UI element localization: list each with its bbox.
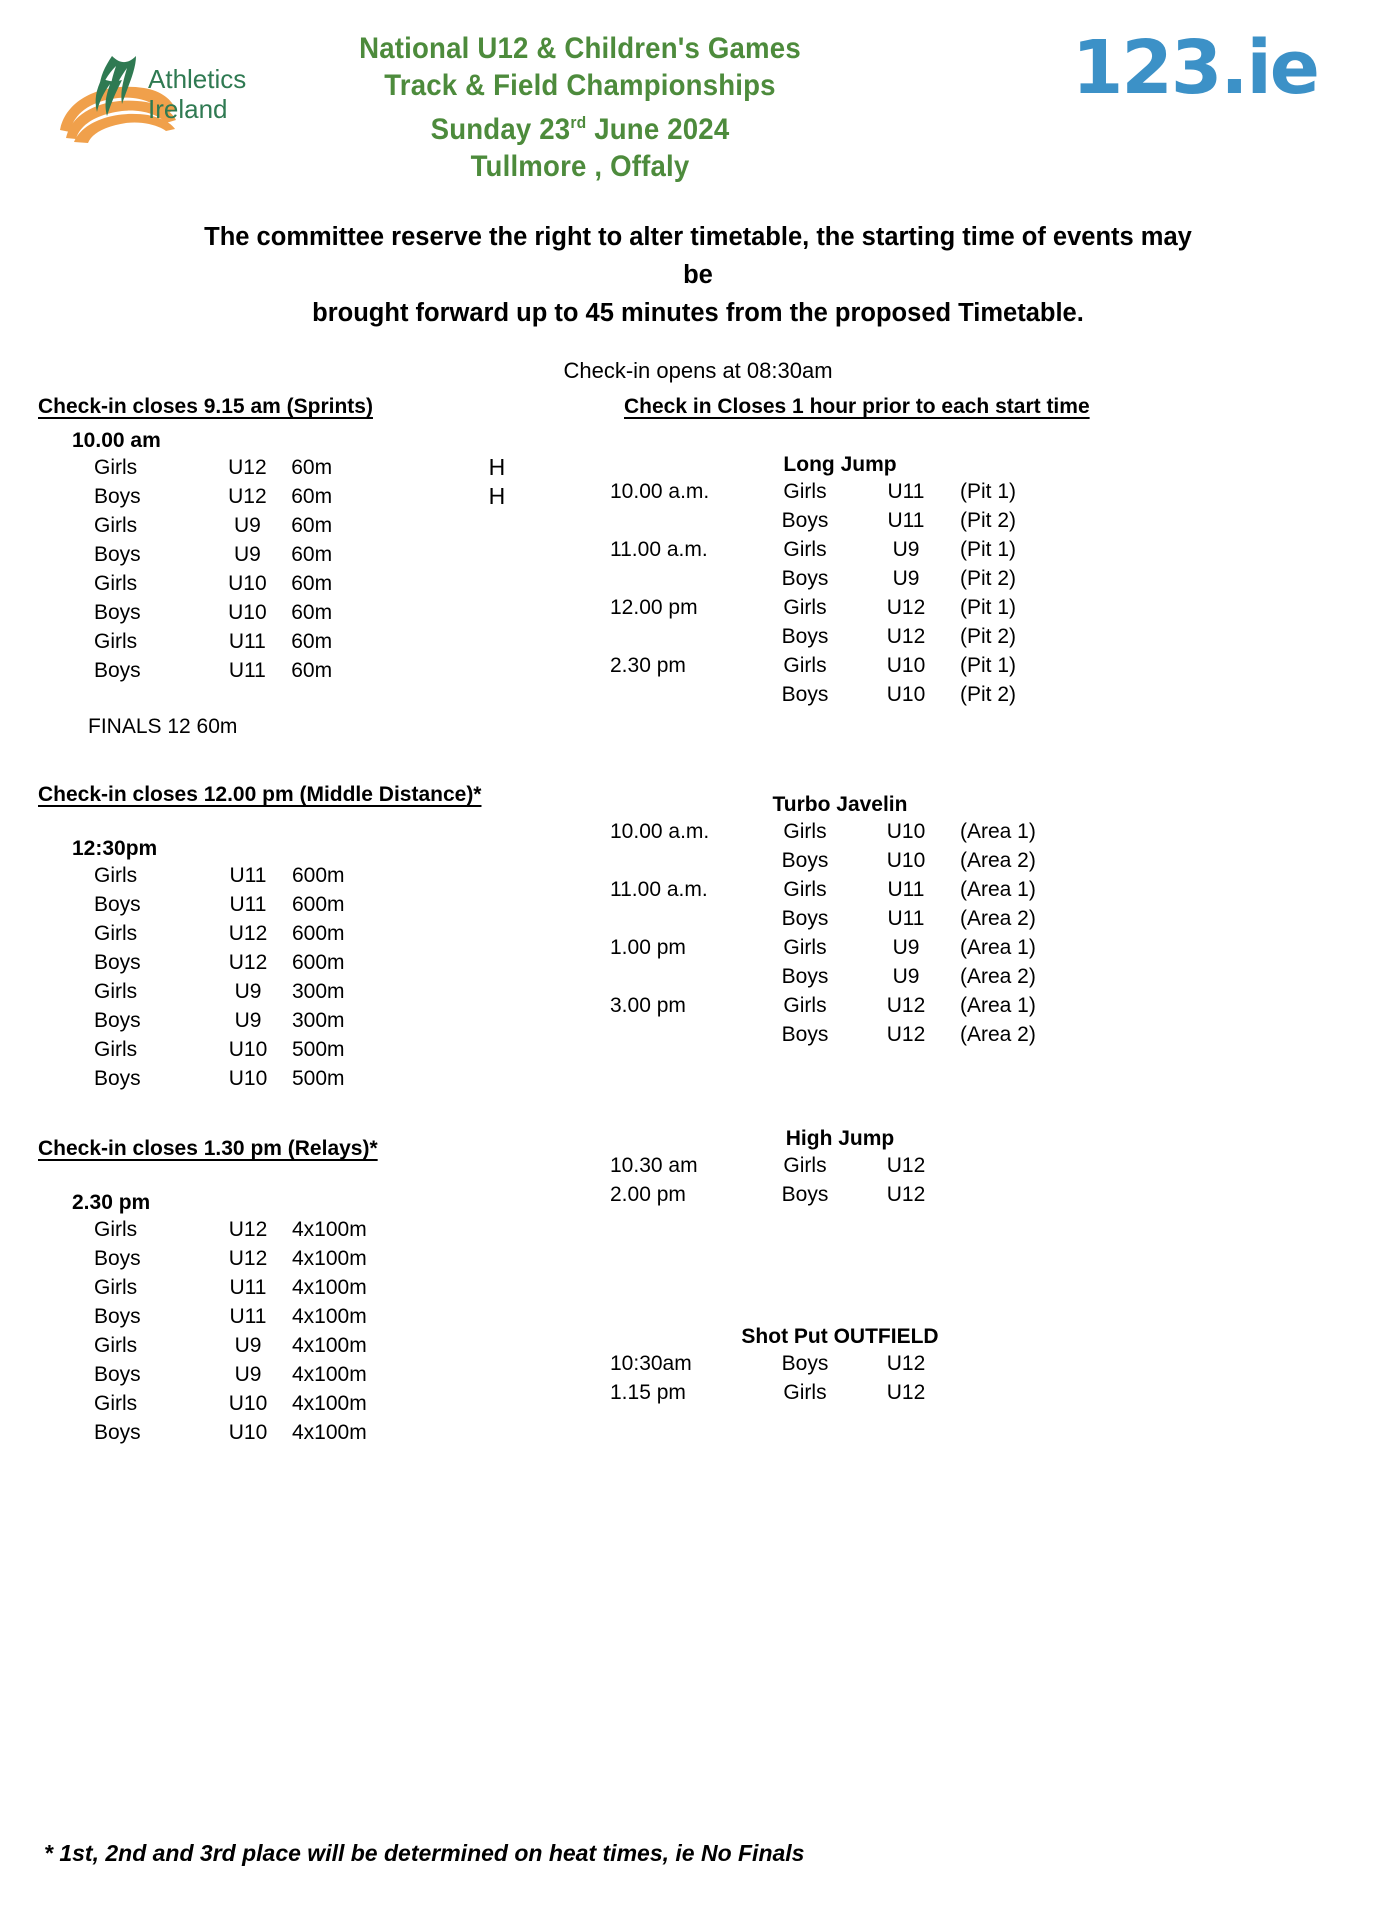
cell-location: (Area 1) bbox=[960, 877, 1036, 901]
cell-age: U11 bbox=[887, 479, 925, 503]
cell-gender: Girls bbox=[94, 1275, 138, 1299]
cell-location bbox=[952, 1151, 1080, 1180]
date-ordinal: rd bbox=[570, 113, 587, 132]
cell-time bbox=[600, 680, 750, 709]
cell-age: U11 bbox=[229, 892, 267, 916]
cell-age: U10 bbox=[228, 1391, 268, 1415]
cell-gender: Boys bbox=[781, 848, 829, 872]
cell-time: 1.00 pm bbox=[610, 935, 686, 959]
cell-gender: Boys bbox=[94, 658, 141, 682]
title-line-2: Track & Field Championships bbox=[384, 69, 776, 102]
cell-gender: Boys bbox=[781, 1022, 829, 1046]
middle-distance-table bbox=[38, 861, 420, 1093]
cell-age: U12 bbox=[228, 484, 267, 508]
cell-heat-flag bbox=[419, 627, 598, 656]
relays-heading: Check-in closes 1.30 pm (Relays)* bbox=[38, 1137, 378, 1160]
title-line-3 bbox=[304, 104, 856, 148]
cell-gender: Girls bbox=[783, 993, 827, 1017]
middle-distance-start-time: 12:30pm bbox=[72, 837, 158, 860]
shot-put-table bbox=[600, 1349, 1080, 1407]
cell-distance: 60m bbox=[291, 455, 333, 479]
cell-gender: Girls bbox=[94, 513, 138, 537]
cell-age: U12 bbox=[228, 950, 268, 974]
cell-gender: Girls bbox=[94, 979, 138, 1003]
cell-gender: Girls bbox=[94, 629, 138, 653]
cell-distance: 60m bbox=[291, 571, 333, 595]
cell-gender: Boys bbox=[94, 1246, 141, 1270]
cell-gender: Girls bbox=[783, 537, 827, 561]
cell-age: U9 bbox=[234, 979, 262, 1003]
table-row bbox=[600, 904, 1080, 933]
long-jump-table bbox=[600, 477, 1080, 709]
cell-time bbox=[600, 962, 750, 991]
cell-gender: Girls bbox=[94, 1391, 138, 1415]
cell-gender: Boys bbox=[781, 1182, 829, 1206]
cell-gender: Girls bbox=[94, 1217, 138, 1241]
cell-location bbox=[952, 1378, 1080, 1407]
cell-gender: Boys bbox=[781, 566, 829, 590]
cell-distance: 600m bbox=[292, 921, 345, 945]
cell-gender: Girls bbox=[94, 863, 138, 887]
cell-location bbox=[952, 1180, 1080, 1209]
table-row bbox=[600, 875, 1080, 904]
cell-time: 2.00 pm bbox=[610, 1182, 686, 1206]
cell-age: U10 bbox=[228, 571, 267, 595]
cell-gender: Girls bbox=[94, 1037, 138, 1061]
cell-time bbox=[600, 1020, 750, 1049]
page-header bbox=[0, 0, 1396, 190]
turbo-javelin-title: Turbo Javelin bbox=[772, 793, 908, 816]
relays-start-time: 2.30 pm bbox=[72, 1191, 151, 1214]
table-row bbox=[38, 1244, 420, 1273]
cell-distance: 600m bbox=[292, 863, 345, 887]
cell-age: U12 bbox=[886, 595, 926, 619]
cell-gender: Girls bbox=[94, 1333, 138, 1357]
cell-distance: 4x100m bbox=[292, 1275, 367, 1299]
cell-heat-flag bbox=[419, 656, 598, 685]
cell-gender: Girls bbox=[783, 819, 827, 843]
cell-distance: 4x100m bbox=[292, 1246, 367, 1270]
cell-heat-flag bbox=[419, 511, 598, 540]
cell-gender: Boys bbox=[781, 906, 829, 930]
cell-distance: 600m bbox=[292, 950, 345, 974]
cell-distance: 300m bbox=[292, 979, 345, 1003]
cell-age: U12 bbox=[886, 1351, 926, 1375]
cell-gender: Girls bbox=[783, 1153, 827, 1177]
cell-age: U11 bbox=[229, 863, 267, 887]
cell-age: U10 bbox=[228, 600, 267, 624]
cell-time: 1.15 pm bbox=[610, 1380, 686, 1404]
cell-gender: Girls bbox=[94, 921, 138, 945]
cell-distance: 60m bbox=[291, 658, 333, 682]
table-row bbox=[38, 1035, 420, 1064]
sponsor-logo-123ie: 123.ie bbox=[1071, 25, 1318, 111]
cell-age: U11 bbox=[228, 658, 266, 682]
cell-age: U9 bbox=[892, 964, 920, 988]
table-row bbox=[600, 1349, 1080, 1378]
cell-age: U12 bbox=[886, 1153, 926, 1177]
cell-age: U12 bbox=[228, 455, 267, 479]
date-rest: June 2024 bbox=[586, 113, 730, 146]
cell-location: (Pit 2) bbox=[960, 682, 1017, 706]
cell-gender: Boys bbox=[781, 1351, 829, 1375]
sprints-heading: Check-in closes 9.15 am (Sprints) bbox=[38, 395, 373, 418]
title-line-4: Tullmore , Offaly bbox=[470, 150, 690, 183]
cell-gender: Boys bbox=[781, 682, 829, 706]
cell-age: U11 bbox=[228, 629, 266, 653]
cell-age: U9 bbox=[892, 566, 920, 590]
cell-location bbox=[952, 1349, 1080, 1378]
cell-distance: 4x100m bbox=[292, 1420, 367, 1444]
cell-time: 10.30 am bbox=[610, 1153, 698, 1177]
table-row bbox=[600, 1151, 1080, 1180]
table-row bbox=[600, 1020, 1080, 1049]
cell-location: (Area 2) bbox=[960, 964, 1036, 988]
table-row bbox=[38, 1331, 420, 1360]
cell-time: 10:30am bbox=[610, 1351, 692, 1375]
table-row bbox=[600, 680, 1080, 709]
cell-heat-flag bbox=[419, 569, 598, 598]
high-jump-title: High Jump bbox=[785, 1127, 895, 1150]
cell-age: U9 bbox=[892, 537, 920, 561]
cell-distance: 4x100m bbox=[292, 1391, 367, 1415]
cell-distance: 60m bbox=[291, 542, 333, 566]
cell-gender: Boys bbox=[94, 1066, 141, 1090]
cell-gender: Girls bbox=[94, 455, 138, 479]
cell-age: U11 bbox=[887, 906, 925, 930]
cell-age: U12 bbox=[886, 1022, 926, 1046]
table-row bbox=[38, 977, 420, 1006]
table-row bbox=[38, 1273, 420, 1302]
cell-gender: Girls bbox=[783, 935, 827, 959]
cell-location: (Pit 1) bbox=[960, 479, 1017, 503]
cell-gender: Girls bbox=[783, 653, 827, 677]
cell-gender: Girls bbox=[783, 479, 827, 503]
cell-gender: Girls bbox=[783, 1380, 827, 1404]
table-row bbox=[38, 1418, 420, 1447]
cell-heat-flag bbox=[419, 540, 598, 569]
cell-age: U11 bbox=[229, 1304, 267, 1328]
cell-age: U9 bbox=[233, 513, 261, 537]
sprints-table bbox=[38, 453, 598, 685]
cell-location: (Pit 1) bbox=[960, 595, 1017, 619]
cell-gender: Boys bbox=[94, 1008, 141, 1032]
table-row bbox=[38, 1389, 420, 1418]
cell-location: (Pit 2) bbox=[960, 624, 1017, 648]
table-row bbox=[600, 535, 1080, 564]
cell-distance: 4x100m bbox=[292, 1217, 367, 1241]
table-row bbox=[38, 890, 420, 919]
svg-text:Athletics: Athletics bbox=[148, 64, 247, 94]
notice-text bbox=[193, 218, 1203, 332]
cell-heat-flag: H bbox=[488, 454, 506, 480]
cell-age: U10 bbox=[228, 1066, 268, 1090]
cell-distance: 60m bbox=[291, 629, 333, 653]
cell-age: U10 bbox=[886, 682, 926, 706]
cell-location: (Pit 1) bbox=[960, 653, 1017, 677]
field-checkin-heading: Check in Closes 1 hour prior to each start time bbox=[624, 395, 1090, 418]
cell-location: (Area 2) bbox=[960, 906, 1036, 930]
middle-distance-heading: Check-in closes 12.00 pm (Middle Distance)* bbox=[38, 783, 482, 806]
table-row bbox=[38, 1064, 420, 1093]
cell-time bbox=[600, 564, 750, 593]
table-row bbox=[600, 564, 1080, 593]
cell-gender: Boys bbox=[781, 624, 829, 648]
title-line-1: National U12 & Children's Games bbox=[359, 32, 801, 65]
cell-gender: Girls bbox=[783, 595, 827, 619]
notice-line-1: The committee reserve the right to alter timetable, the starting time of events may be bbox=[204, 223, 1192, 289]
cell-gender: Boys bbox=[781, 508, 829, 532]
table-row bbox=[600, 962, 1080, 991]
cell-age: U9 bbox=[234, 1362, 262, 1386]
cell-age: U12 bbox=[886, 993, 926, 1017]
cell-age: U11 bbox=[887, 508, 925, 532]
cell-gender: Boys bbox=[94, 1304, 141, 1328]
cell-distance: 4x100m bbox=[292, 1333, 367, 1357]
cell-gender: Girls bbox=[94, 571, 138, 595]
cell-distance: 60m bbox=[291, 513, 333, 537]
table-row bbox=[38, 511, 598, 540]
cell-time: 10.00 a.m. bbox=[610, 819, 710, 843]
cell-age: U12 bbox=[228, 1217, 268, 1241]
table-row bbox=[600, 506, 1080, 535]
cell-location: (Area 2) bbox=[960, 1022, 1036, 1046]
cell-location: (Area 1) bbox=[960, 935, 1036, 959]
table-row bbox=[38, 919, 420, 948]
cell-time: 11.00 a.m. bbox=[610, 537, 708, 561]
cell-gender: Boys bbox=[94, 600, 141, 624]
table-row bbox=[600, 991, 1080, 1020]
cell-heat-flag: H bbox=[488, 483, 506, 509]
cell-location: (Pit 1) bbox=[960, 537, 1017, 561]
cell-time bbox=[600, 904, 750, 933]
table-row bbox=[38, 482, 598, 511]
cell-age: U10 bbox=[886, 848, 926, 872]
cell-location: (Area 1) bbox=[960, 993, 1036, 1017]
cell-distance: 4x100m bbox=[292, 1304, 367, 1328]
table-row bbox=[38, 656, 598, 685]
table-row bbox=[600, 651, 1080, 680]
cell-time: 10.00 a.m. bbox=[610, 479, 710, 503]
table-row bbox=[600, 593, 1080, 622]
cell-age: U10 bbox=[228, 1420, 268, 1444]
table-row bbox=[38, 1006, 420, 1035]
table-row bbox=[38, 569, 598, 598]
table-row bbox=[38, 1302, 420, 1331]
cell-location: (Pit 2) bbox=[960, 566, 1017, 590]
cell-age: U9 bbox=[233, 542, 261, 566]
svg-text:Ireland: Ireland bbox=[148, 94, 228, 124]
cell-age: U12 bbox=[228, 1246, 268, 1270]
high-jump-table bbox=[600, 1151, 1080, 1209]
cell-age: U12 bbox=[886, 1182, 926, 1206]
date-day: Sunday 23 bbox=[430, 113, 571, 146]
track-events-column bbox=[38, 395, 598, 1447]
cell-age: U11 bbox=[229, 1275, 267, 1299]
cell-distance: 4x100m bbox=[292, 1362, 367, 1386]
cell-location: (Area 1) bbox=[960, 819, 1036, 843]
cell-gender: Girls bbox=[783, 877, 827, 901]
table-row bbox=[600, 817, 1080, 846]
cell-time bbox=[600, 622, 750, 651]
table-row bbox=[38, 627, 598, 656]
cell-age: U9 bbox=[234, 1008, 262, 1032]
table-row bbox=[38, 598, 598, 627]
table-row bbox=[38, 1360, 420, 1389]
table-row bbox=[38, 1215, 420, 1244]
cell-location: (Pit 2) bbox=[960, 508, 1017, 532]
cell-gender: Boys bbox=[94, 542, 141, 566]
footnote: * 1st, 2nd and 3rd place will be determined on heat times, ie No Finals bbox=[44, 1840, 805, 1866]
cell-time: 11.00 a.m. bbox=[610, 877, 708, 901]
table-row bbox=[38, 861, 420, 890]
cell-time: 12.00 pm bbox=[610, 595, 698, 619]
cell-age: U10 bbox=[886, 819, 926, 843]
cell-gender: Boys bbox=[94, 1420, 141, 1444]
cell-time: 3.00 pm bbox=[610, 993, 686, 1017]
cell-age: U12 bbox=[228, 921, 268, 945]
cell-age: U9 bbox=[892, 935, 920, 959]
relays-table bbox=[38, 1215, 420, 1447]
long-jump-title: Long Jump bbox=[783, 453, 897, 476]
table-row bbox=[600, 477, 1080, 506]
cell-time: 2.30 pm bbox=[610, 653, 686, 677]
table-row bbox=[600, 1378, 1080, 1407]
sprints-finals-note: FINALS 12 60m bbox=[88, 715, 238, 738]
cell-distance: 500m bbox=[292, 1066, 345, 1090]
table-row bbox=[38, 948, 420, 977]
cell-distance: 60m bbox=[291, 600, 333, 624]
sprints-start-time: 10.00 am bbox=[72, 429, 161, 452]
athletics-ireland-logo bbox=[52, 38, 252, 146]
cell-gender: Boys bbox=[94, 950, 141, 974]
cell-age: U10 bbox=[228, 1037, 268, 1061]
shot-put-title: Shot Put OUTFIELD bbox=[741, 1325, 939, 1348]
table-row bbox=[600, 1180, 1080, 1209]
table-row bbox=[38, 453, 598, 482]
table-row bbox=[600, 622, 1080, 651]
cell-age: U9 bbox=[234, 1333, 262, 1357]
field-events-column bbox=[600, 395, 1360, 1407]
table-row bbox=[38, 540, 598, 569]
cell-time bbox=[600, 846, 750, 875]
cell-age: U12 bbox=[886, 1380, 926, 1404]
notice-block bbox=[0, 218, 1396, 384]
cell-distance: 600m bbox=[292, 892, 345, 916]
cell-gender: Boys bbox=[781, 964, 829, 988]
cell-age: U10 bbox=[886, 653, 926, 677]
cell-distance: 300m bbox=[292, 1008, 345, 1032]
checkin-opens-text: Check-in opens at 08:30am bbox=[563, 358, 833, 383]
cell-distance: 60m bbox=[291, 484, 333, 508]
cell-gender: Boys bbox=[94, 892, 141, 916]
cell-age: U11 bbox=[887, 877, 925, 901]
event-title-block bbox=[280, 30, 880, 185]
cell-age: U12 bbox=[886, 624, 926, 648]
notice-line-2: brought forward up to 45 minutes from the proposed Timetable. bbox=[312, 299, 1084, 327]
table-row bbox=[600, 846, 1080, 875]
cell-distance: 500m bbox=[292, 1037, 345, 1061]
cell-location: (Area 2) bbox=[960, 848, 1036, 872]
turbo-javelin-table bbox=[600, 817, 1080, 1049]
cell-gender: Boys bbox=[94, 1362, 141, 1386]
cell-heat-flag bbox=[419, 598, 598, 627]
cell-gender: Boys bbox=[94, 484, 141, 508]
table-row bbox=[600, 933, 1080, 962]
cell-time bbox=[600, 506, 750, 535]
